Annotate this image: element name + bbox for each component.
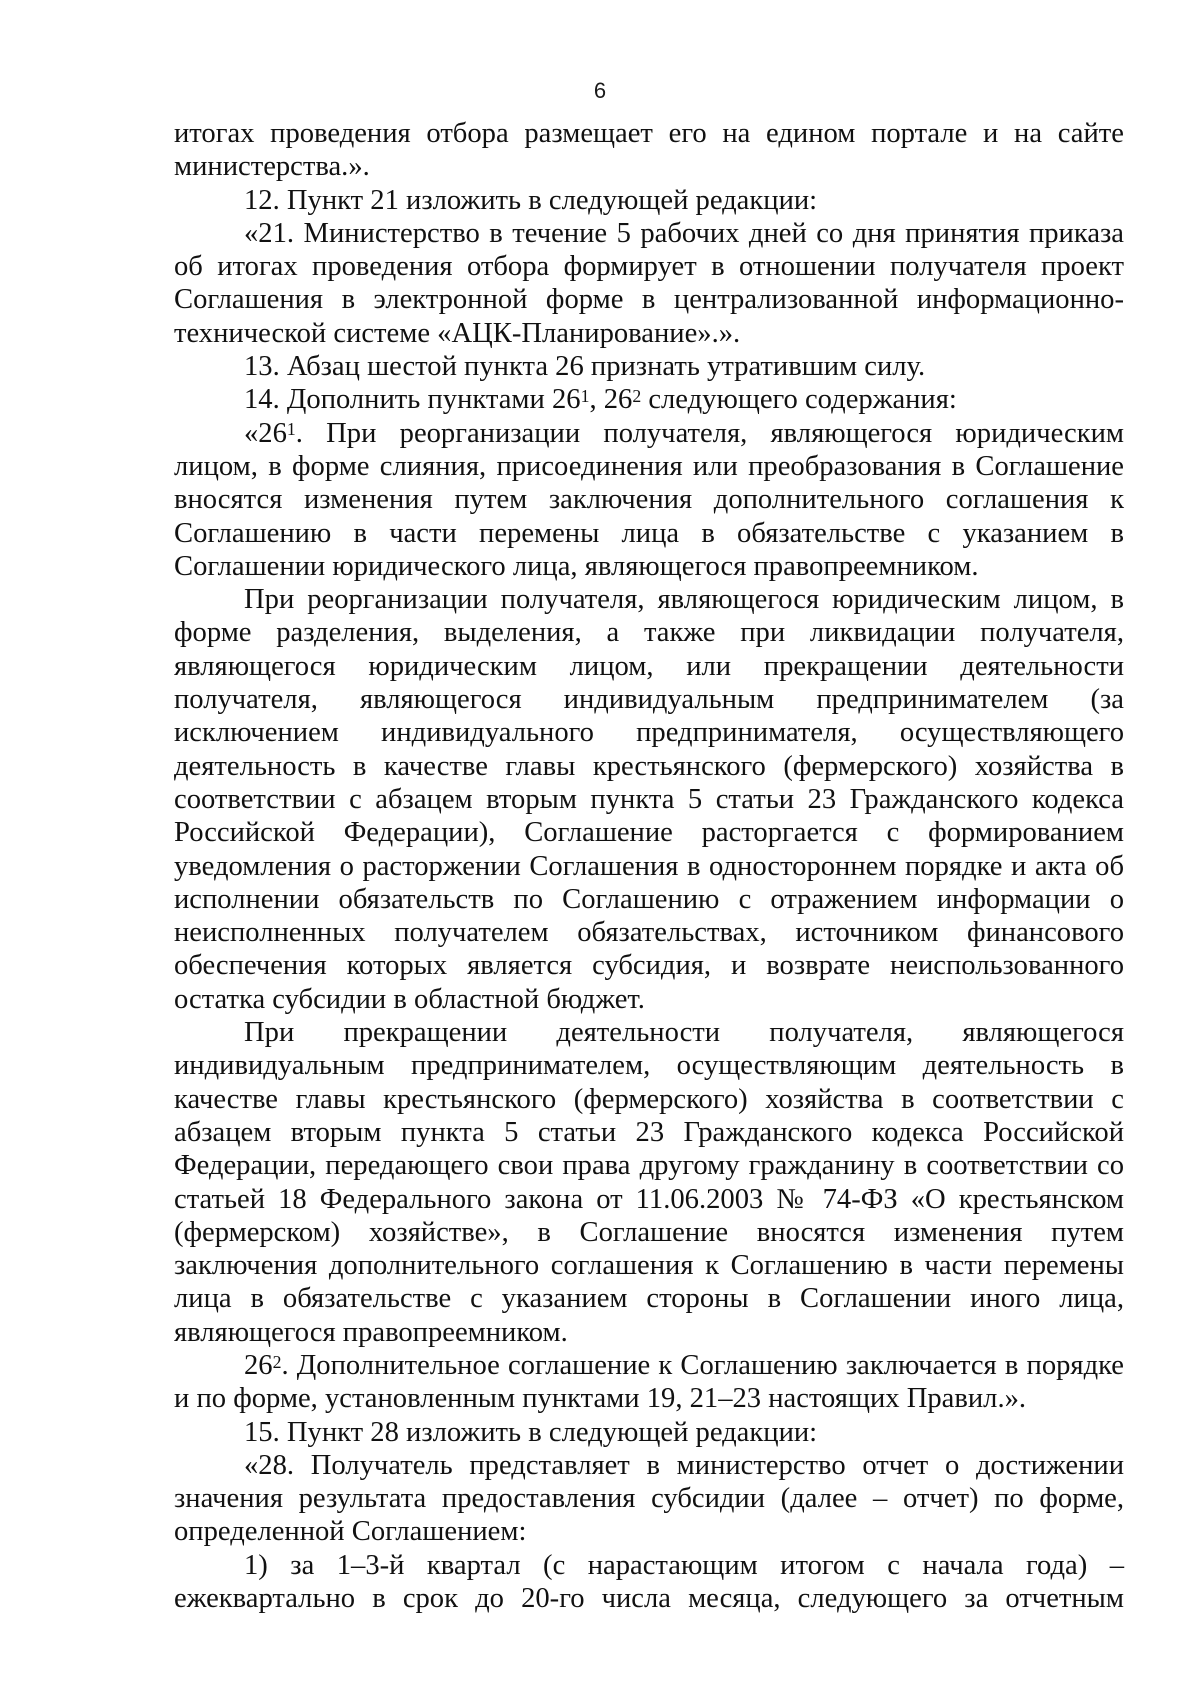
text-line: лицом, в форме слияния, присоединения или преобразования в Соглашение <box>174 450 1124 482</box>
text-span: , 26 <box>589 384 633 416</box>
text-line: форме разделения, выделения, а также при ликвидации получателя, <box>174 617 1124 649</box>
text-line: индивидуальным предпринимателем, осуществляющим деятельность в <box>174 1050 1124 1082</box>
paragraph-12: 12. Пункт 21 изложить в следующей редакции: <box>244 184 818 216</box>
text-line: При реорганизации получателя, являющегося юридическим лицом, в <box>244 584 1124 616</box>
text-line: обеспечения которых является субсидия, и возврате неиспользованного <box>174 950 1124 982</box>
text-line: ежеквартально в срок до 20-го числа месяца, следующего за отчетным <box>174 1583 1124 1615</box>
text-line: неисполненных получателем обязательствах, источником финансового <box>174 917 1124 949</box>
text-line <box>174 417 1124 450</box>
text-line: абзацем вторым пункта 5 статьи 23 Гражданского кодекса Российской <box>174 1116 1124 1148</box>
text-line: статьей 18 Федерального закона от 11.06.2003 № 74-ФЗ «О крестьянском <box>174 1183 1124 1215</box>
text-line: об итогах проведения отбора формирует в отношении получателя проект <box>174 251 1124 283</box>
text-line: уведомления о расторжении Соглашения в одностороннем порядке и акта об <box>174 850 1124 882</box>
text-line: исключением индивидуального предпринимателя, осуществляющего <box>174 717 1124 749</box>
text-line: технической системе «АЦК-Планирование».». <box>174 317 741 349</box>
text-line: получателя, являющегося индивидуальным предпринимателем (за <box>174 684 1124 716</box>
text-line: (фермерском) хозяйстве», в Соглашение вносятся изменения путем <box>174 1216 1124 1248</box>
superscript: 2 <box>272 1351 282 1372</box>
text-line: вносятся изменения путем заключения дополнительного соглашения к <box>174 484 1124 516</box>
document-body <box>174 117 1124 1615</box>
text-line: остатка субсидии в областной бюджет. <box>174 983 645 1015</box>
text-line: заключения дополнительного соглашения к Соглашению в части перемены <box>174 1250 1124 1282</box>
paragraph-13: 13. Абзац шестой пункта 26 признать утратившим силу. <box>244 351 926 383</box>
text-line: «28. Получатель представляет в министерство отчет о достижении <box>244 1449 1124 1481</box>
text-line: Соглашению в части перемены лица в обязательстве с указанием в <box>174 517 1124 549</box>
text-line: Соглашения в электронной форме в централизованной информационно- <box>174 284 1124 316</box>
text-line: лица в обязательстве с указанием стороны в Соглашении иного лица, <box>174 1283 1124 1315</box>
superscript: 1 <box>580 386 590 407</box>
page-number: 6 <box>593 78 607 103</box>
text-line: значения результата предоставления субсидии (далее – отчет) по форме, <box>174 1483 1124 1515</box>
text-line: итогах проведения отбора размещает его на едином портале и на сайте <box>174 118 1124 149</box>
text-span: следующего содержания: <box>641 384 957 416</box>
text-line: Федерации, передающего свои права другому гражданину в соответствии со <box>174 1150 1124 1182</box>
text-line: «21. Министерство в течение 5 рабочих дней со дня принятия приказа <box>244 217 1124 249</box>
text-span: 26 <box>244 1349 273 1381</box>
text-line: являющегося правопреемником. <box>174 1316 568 1348</box>
text-span: . При реорганизации получателя, являющегося юридическим <box>295 417 1124 449</box>
text-span: «26 <box>244 417 287 449</box>
text-line: Соглашении юридического лица, являющегося правопреемником. <box>174 550 979 582</box>
text-line: соответствии с абзацем вторым пункта 5 статьи 23 Гражданского кодекса <box>174 783 1124 815</box>
text-line: исполнении обязательств по Соглашению с отражением информации о <box>174 883 1124 915</box>
text-line: качестве главы крестьянского (фермерского) хозяйства в соответствии с <box>174 1083 1124 1115</box>
text-line: Российской Федерации), Соглашение расторгается с формированием <box>174 817 1124 849</box>
text-line: министерства.». <box>174 151 370 183</box>
paragraph-14 <box>174 383 1124 416</box>
superscript: 1 <box>286 419 296 440</box>
text-line: При прекращении деятельности получателя, являющегося <box>244 1017 1124 1049</box>
paragraph-15: 15. Пункт 28 изложить в следующей редакции: <box>244 1416 818 1448</box>
text-line <box>174 1349 1124 1382</box>
text-line: являющегося юридическим лицом, или прекращении деятельности <box>174 650 1124 682</box>
text-line: деятельность в качестве главы крестьянского (фермерского) хозяйства в <box>174 750 1124 782</box>
text-line: определенной Соглашением: <box>174 1516 527 1548</box>
text-line: 1) за 1–3-й квартал (с нарастающим итогом с начала года) – <box>244 1549 1124 1581</box>
text-line: и по форме, установленным пунктами 19, 21–23 настоящих Правил.». <box>174 1383 1027 1415</box>
text-span: . Дополнительное соглашение к Соглашению заключается в порядке <box>281 1349 1124 1381</box>
superscript: 2 <box>632 386 642 407</box>
text-span: 14. Дополнить пунктами 26 <box>244 384 581 416</box>
